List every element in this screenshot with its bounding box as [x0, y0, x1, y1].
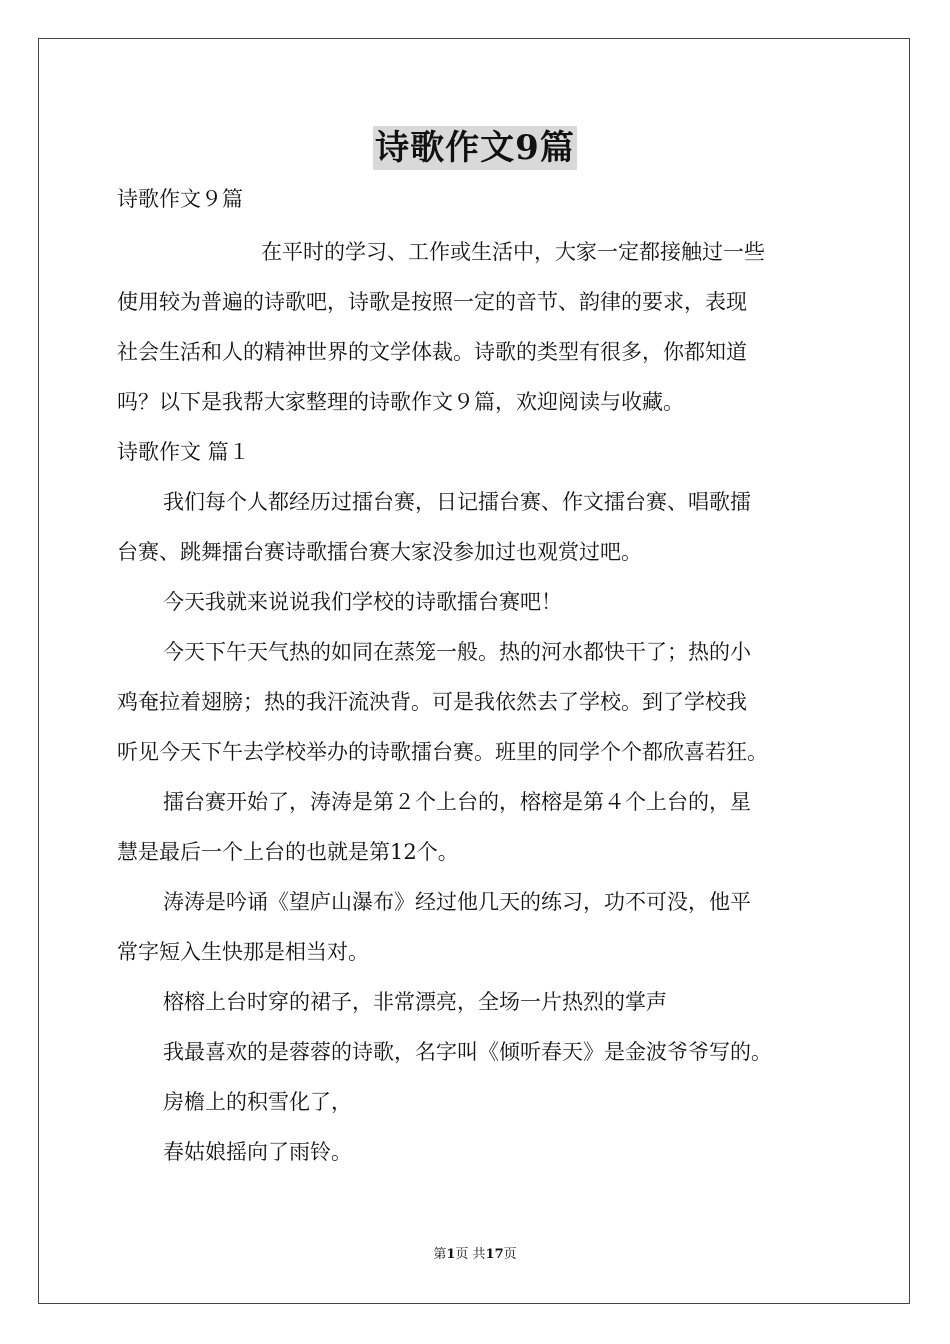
- document-title: 诗歌作文9篇: [375, 128, 575, 168]
- paragraph-line: 春姑娘摇向了雨铃。: [163, 1140, 352, 1164]
- paragraph-line: 台赛、跳舞擂台赛诗歌擂台赛大家没参加过也观赏过吧。: [117, 540, 642, 564]
- paragraph-line: 慧是最后一个上台的也就是第12个。: [117, 840, 459, 864]
- document-body: [117, 182, 837, 1169]
- paragraph-line: 榕榕上台时穿的裙子，非常漂亮，全场一片热烈的掌声: [163, 990, 667, 1014]
- footer-page-number: 1: [446, 1247, 456, 1262]
- footer-suffix: 页: [503, 1247, 517, 1262]
- page-footer: [0, 1246, 950, 1264]
- intro-line: 社会生活和人的精神世界的文学体裁。诗歌的类型有很多，你都知道: [117, 340, 747, 364]
- footer-middle: 页 共: [455, 1247, 486, 1262]
- footer-total-pages: 17: [485, 1247, 504, 1262]
- intro-line: 吗？以下是我帮大家整理的诗歌作文９篇，欢迎阅读与收藏。: [117, 390, 684, 414]
- intro-line: 使用较为普遍的诗歌吧，诗歌是按照一定的音节、韵律的要求，表现: [117, 290, 747, 314]
- paragraph-line: 我最喜欢的是蓉蓉的诗歌，名字叫《倾听春天》是金波爷爷写的。: [163, 1040, 772, 1064]
- subtitle: 诗歌作文９篇: [117, 187, 243, 211]
- paragraph-line: 我们每个人都经历过擂台赛，日记擂台赛、作文擂台赛、唱歌擂: [163, 490, 751, 514]
- paragraph-line: 擂台赛开始了，涛涛是第２个上台的，榕榕是第４个上台的，星: [163, 790, 751, 814]
- paragraph-line: 今天我就来说说我们学校的诗歌擂台赛吧！: [163, 590, 562, 614]
- section-heading: 诗歌作文 篇１: [117, 440, 250, 464]
- paragraph-line: 听见今天下午去学校举办的诗歌擂台赛。班里的同学个个都欣喜若狂。: [117, 740, 768, 764]
- document-title-wrapper: [0, 126, 950, 170]
- paragraph-line: 常字短入生快那是相当对。: [117, 940, 369, 964]
- paragraph-line: 鸡奄拉着翅膀；热的我汗流泱背。可是我依然去了学校。到了学校我: [117, 690, 747, 714]
- paragraph-line: 涛涛是吟诵《望庐山瀑布》经过他几天的练习，功不可没，他平: [163, 890, 751, 914]
- paragraph-line: 房檐上的积雪化了，: [163, 1090, 352, 1114]
- footer-prefix: 第: [433, 1247, 447, 1262]
- intro-line: 在平时的学习、工作或生活中，大家一定都接触过一些: [261, 240, 765, 264]
- paragraph-line: 今天下午天气热的如同在蒸笼一般。热的河水都快干了；热的小: [163, 640, 751, 664]
